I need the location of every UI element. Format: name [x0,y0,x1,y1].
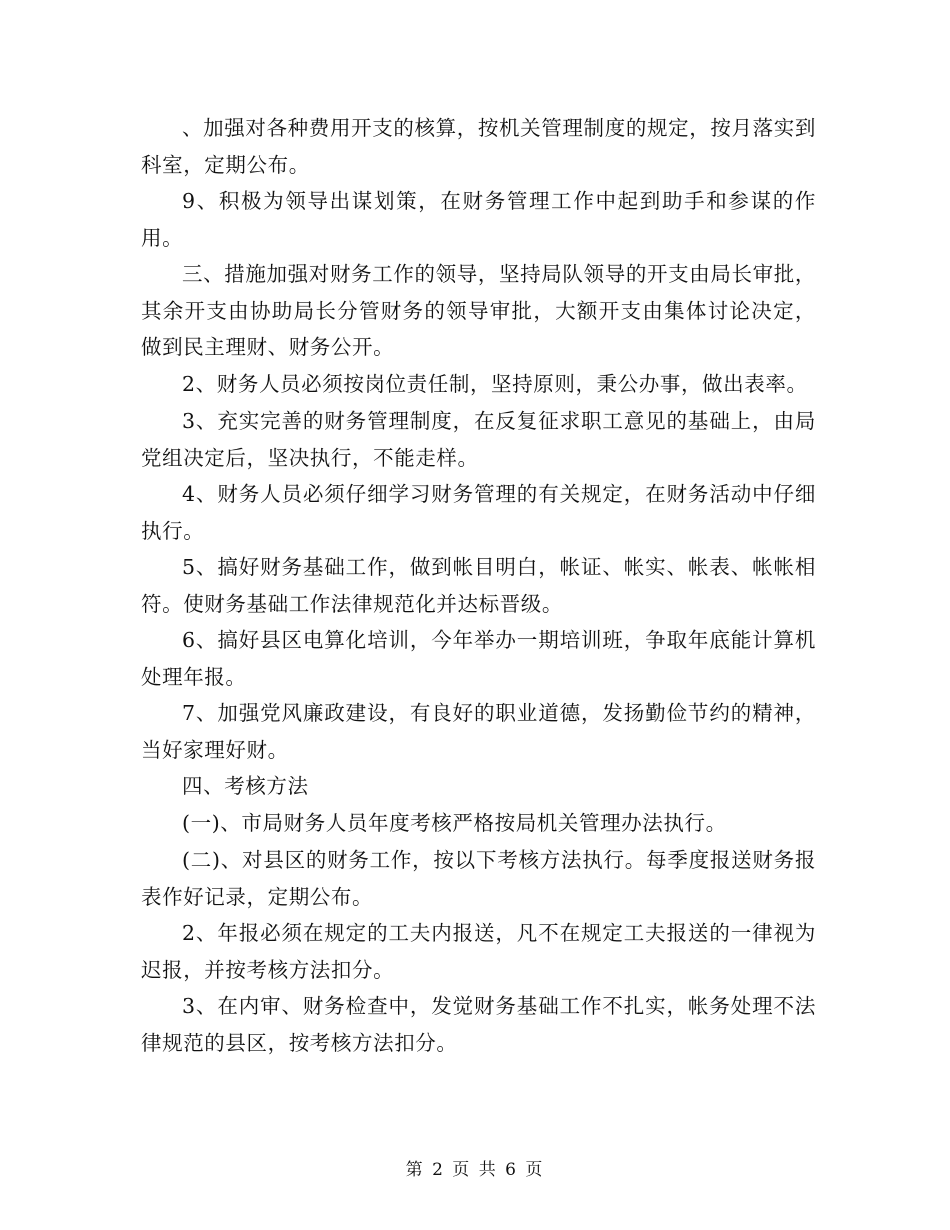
page-number-footer: 第 2 页 共 6 页 [405,1160,545,1180]
paragraph-item-7: 7、加强党风廉政建设，有良好的职业道德，发扬勤俭节约的精神，当好家理好财。 [141,701,816,762]
paragraph-item-6: 6、搞好县区电算化培训，今年举办一期培训班，争取年底能计算机处理年报。 [141,628,816,689]
paragraph-item-3: 3、充实完善的财务管理制度，在反复征求职工意见的基础上，由局党组决定后，坚决执行，不能走样。 [141,409,816,470]
paragraph-assessment-1: (一)、市局财务人员年度考核严格按局机关管理办法执行。 [182,811,727,835]
paragraph-item-2: 2、财务人员必须按岗位责任制，坚持原则，秉公办事，做出表率。 [182,372,808,396]
paragraph-expense-accounting: 、加强对各种费用开支的核算，按机关管理制度的规定，按月落实到科室，定期公布。 [141,116,816,177]
paragraph-item-5: 5、搞好财务基础工作，做到帐目明白，帐证、帐实、帐表、帐帐相符。使财务基础工作法律规范化并达标晋级。 [141,555,816,616]
paragraph-audit: 3、在内审、财务检查中，发觉财务基础工作不扎实，帐务处理不法律规范的县区，按考核方法扣分。 [141,994,816,1055]
paragraph-annual-report: 2、年报必须在规定的工夫内报送，凡不在规定工夫报送的一律视为迟报，并按考核方法扣分。 [141,921,816,982]
paragraph-assessment-2: (二)、对县区的财务工作，按以下考核方法执行。每季度报送财务报表作好记录，定期公布。 [141,848,816,909]
paragraph-item-4: 4、财务人员必须仔细学习财务管理的有关规定，在财务活动中仔细执行。 [141,482,816,543]
paragraph-item-9: 9、积极为领导出谋划策，在财务管理工作中起到助手和参谋的作用。 [141,189,816,250]
section-heading-assessment: 四、考核方法 [182,774,309,798]
paragraph-section-3-measures: 三、措施加强对财务工作的领导，坚持局队领导的开支由局长审批，其余开支由协助局长分管财务的领导审批，大额开支由集体讨论决定，做到民主理财、财务公开。 [141,262,816,359]
